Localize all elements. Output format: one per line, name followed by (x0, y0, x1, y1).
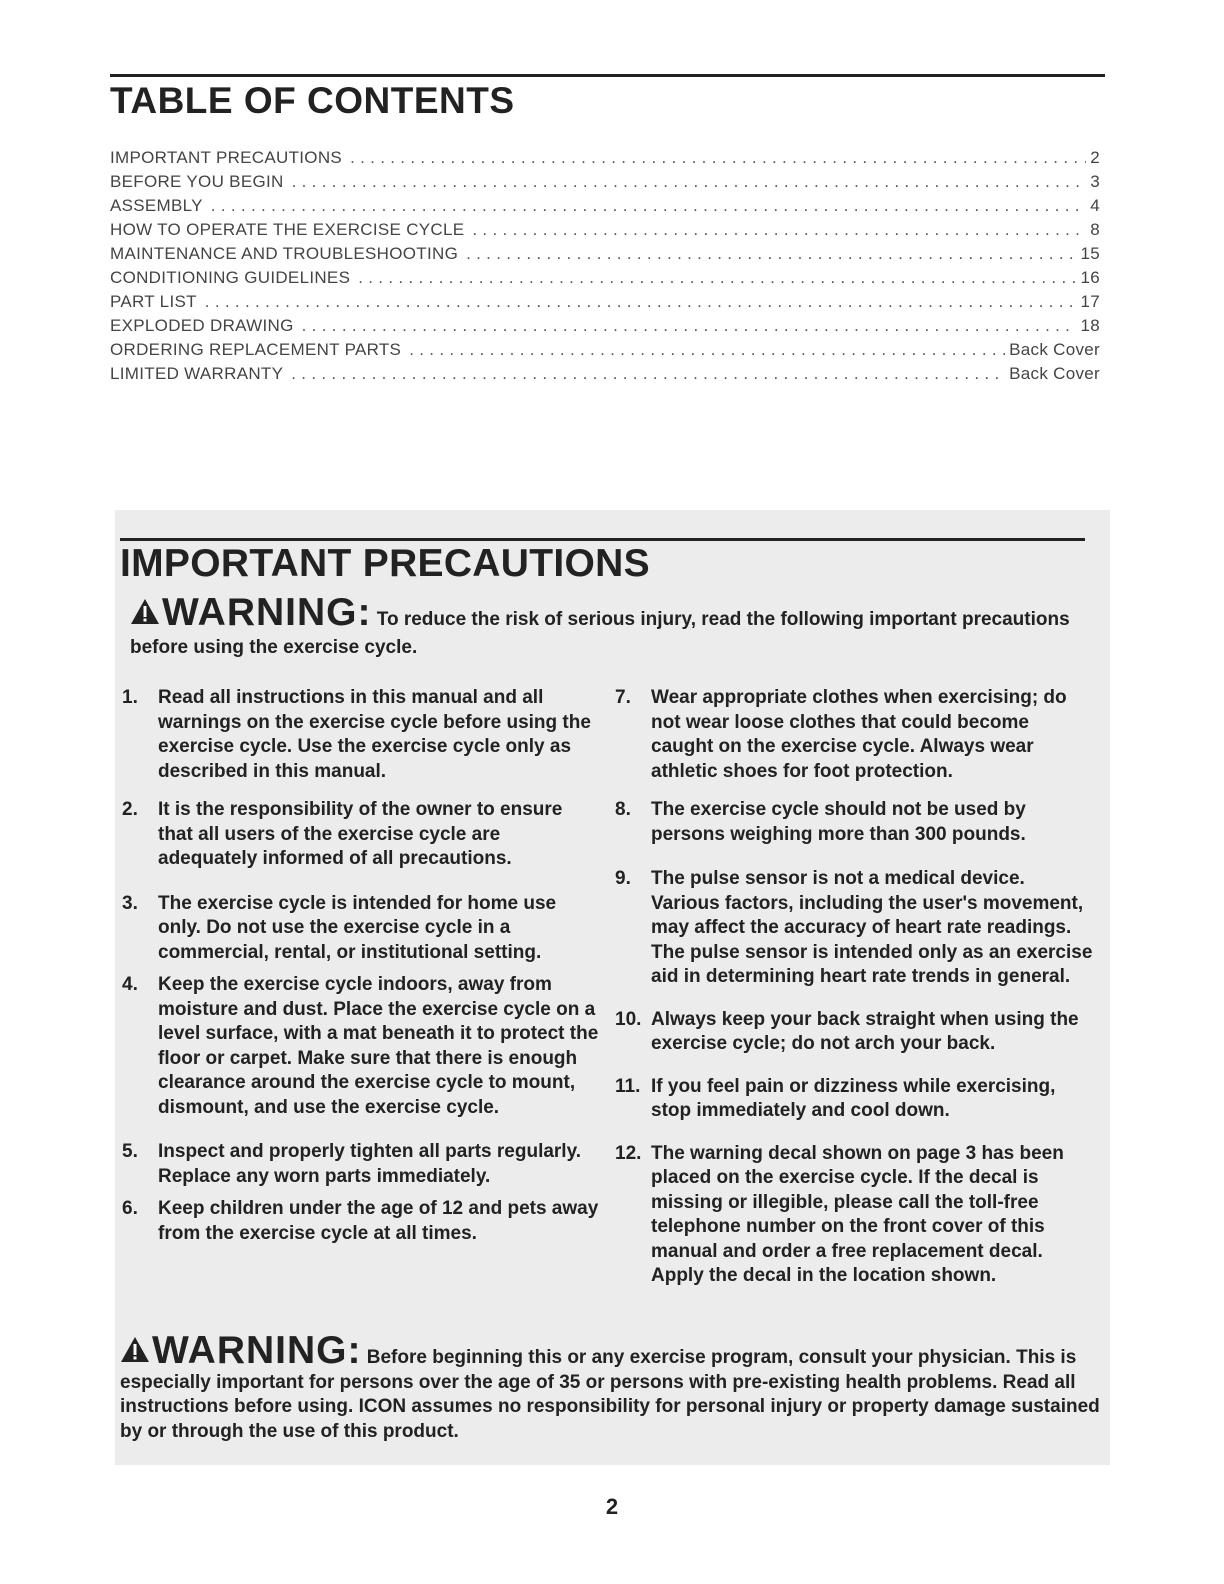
toc-entry-page: 2 (1090, 148, 1100, 167)
precaution-text: Keep the exercise cycle indoors, away from moisture and dust. Place the exercise cycle on a level surface, with a mat beneath it to protect the floor or carpet. Make sure that there is enough clearance around the exercise cycle to mount, dismount, and use the exercise cycle. (158, 974, 599, 1118)
toc-entry-label: LIMITED WARRANTY (110, 364, 284, 383)
toc-entry-label: MAINTENANCE AND TROUBLESHOOTING (110, 244, 459, 263)
toc-entry-page: 15 (1080, 244, 1100, 263)
warning-label: WARNING: (152, 1329, 362, 1372)
warning-text: Before beginning this or any exercise program, consult your physician. This is especially important for persons over the age of 35 or persons with pre-existing health problems. Read all instructions before using. ICON assumes no responsibility for personal injury or property damage sustained by or through the use of this product. (120, 1347, 1100, 1442)
precautions-list-left (122, 686, 602, 1246)
precaution-number: 4. (122, 974, 138, 995)
toc-entry-label: BEFORE YOU BEGIN (110, 172, 284, 191)
precaution-item (615, 798, 1095, 847)
precaution-number: 6. (122, 1198, 138, 1219)
precaution-text: The exercise cycle is intended for home use only. Do not use the exercise cycle in a commercial, rental, or institutional setting. (158, 892, 557, 963)
toc-top-rule (110, 74, 1105, 77)
precaution-text: Keep children under the age of 12 and pets away from the exercise cycle at all times. (158, 1198, 599, 1244)
precaution-item (615, 1142, 1095, 1289)
toc-entry (110, 196, 1100, 220)
precaution-number: 8. (615, 799, 631, 820)
precaution-text: The pulse sensor is not a medical device. Various factors, including the user's movement, may affect the accuracy of heart rate readings. The pulse sensor is intended only as an exercise aid in determining heart rate trends in general. (651, 868, 1093, 987)
toc-leader-dots (358, 268, 1076, 288)
precaution-item (615, 1008, 1095, 1057)
warning-physician (120, 1329, 1100, 1444)
toc-title: TABLE OF CONTENTS (110, 80, 515, 121)
precaution-number: 11. (615, 1075, 641, 1097)
warning-triangle-icon (130, 598, 160, 634)
toc-entry-page: 18 (1080, 316, 1100, 335)
toc-leader-dots (472, 220, 1086, 240)
precaution-text: The exercise cycle should not be used by persons weighing more than 300 pounds. (651, 799, 1026, 845)
precautions-list-right (615, 686, 1095, 1289)
precaution-number: 2. (122, 799, 138, 820)
precaution-item (615, 867, 1095, 990)
toc-list (110, 148, 1100, 388)
precaution-number: 1. (122, 687, 138, 708)
precaution-number: 9. (615, 868, 631, 889)
toc-entry-label: EXPLODED DRAWING (110, 316, 294, 335)
toc-leader-dots (211, 196, 1086, 216)
toc-entry-label: ORDERING REPLACEMENT PARTS (110, 340, 402, 359)
toc-entry (110, 220, 1100, 244)
toc-entry (110, 268, 1100, 292)
precaution-item (122, 1197, 602, 1246)
toc-entry (110, 172, 1100, 196)
toc-entry (110, 148, 1100, 172)
precaution-item (615, 686, 1095, 784)
precaution-number: 7. (615, 687, 631, 708)
precaution-number: 10. (615, 1008, 642, 1030)
toc-leader-dots (205, 292, 1077, 312)
toc-entry-label: ASSEMBLY (110, 196, 203, 215)
precautions-rule (120, 538, 1085, 541)
toc-leader-dots (292, 172, 1087, 192)
toc-entry-label: CONDITIONING GUIDELINES (110, 268, 351, 287)
toc-entry-page: 4 (1090, 196, 1100, 215)
toc-entry-page: 8 (1090, 220, 1100, 239)
precaution-text: The warning decal shown on page 3 has been placed on the exercise cycle. If the decal is missing or illegible, please call the toll-free telephone number on the front cover of this manual and order a free replacement decal. Apply the decal in the location shown. (651, 1142, 1064, 1286)
warning-triangle-icon (120, 1336, 150, 1371)
toc-leader-dots (291, 364, 1005, 384)
toc-leader-dots (302, 316, 1077, 336)
page-number: 2 (605, 1494, 619, 1519)
toc-leader-dots (466, 244, 1076, 264)
precaution-text: It is the responsibility of the owner to ensure that all users of the exercise cycle are adequately informed of all precautions. (158, 799, 563, 869)
warning-text: To reduce the risk of serious injury, read the following important precautions before using the exercise cycle. (130, 609, 1070, 658)
precaution-item (122, 1140, 602, 1189)
toc-entry-page: 3 (1090, 172, 1100, 191)
toc-entry-label: HOW TO OPERATE THE EXERCISE CYCLE (110, 220, 465, 239)
precaution-number: 3. (122, 892, 138, 914)
toc-entry-label: IMPORTANT PRECAUTIONS (110, 148, 343, 167)
toc-entry-label: PART LIST (110, 292, 197, 311)
precautions-title: IMPORTANT PRECAUTIONS (120, 542, 650, 585)
warning-intro (130, 591, 1080, 662)
toc-leader-dots (409, 340, 1005, 360)
toc-entry (110, 364, 1100, 388)
toc-entry (110, 292, 1100, 316)
precaution-item (122, 973, 602, 1120)
toc-entry (110, 244, 1100, 268)
precaution-number: 5. (122, 1141, 138, 1162)
precaution-item (615, 1075, 1095, 1124)
precaution-text: Always keep your back straight when using the exercise cycle; do not arch your back. (651, 1008, 1079, 1054)
toc-entry-page: Back Cover (1009, 364, 1100, 383)
warning-label: WARNING: (162, 591, 372, 634)
precaution-item (122, 892, 602, 966)
toc-entry (110, 316, 1100, 340)
precaution-item (122, 798, 602, 872)
toc-entry-page: 17 (1080, 292, 1100, 311)
toc-leader-dots (350, 148, 1086, 168)
precaution-text: Wear appropriate clothes when exercising; do not wear loose clothes that could become caught on the exercise cycle. Always wear athletic shoes for foot protection. (651, 687, 1067, 782)
precaution-item (122, 686, 602, 784)
precaution-text: Inspect and properly tighten all parts regularly. Replace any worn parts immediately. (158, 1141, 582, 1187)
toc-entry-page: 16 (1080, 268, 1100, 287)
precaution-number: 12. (615, 1142, 642, 1164)
toc-entry-page: Back Cover (1009, 340, 1100, 359)
toc-entry (110, 340, 1100, 364)
precaution-text: Read all instructions in this manual and all warnings on the exercise cycle before using the exercise cycle. Use the exercise cycle only as described in this manual. (158, 687, 591, 782)
precaution-text: If you feel pain or dizziness while exercising, stop immediately and cool down. (651, 1075, 1056, 1121)
